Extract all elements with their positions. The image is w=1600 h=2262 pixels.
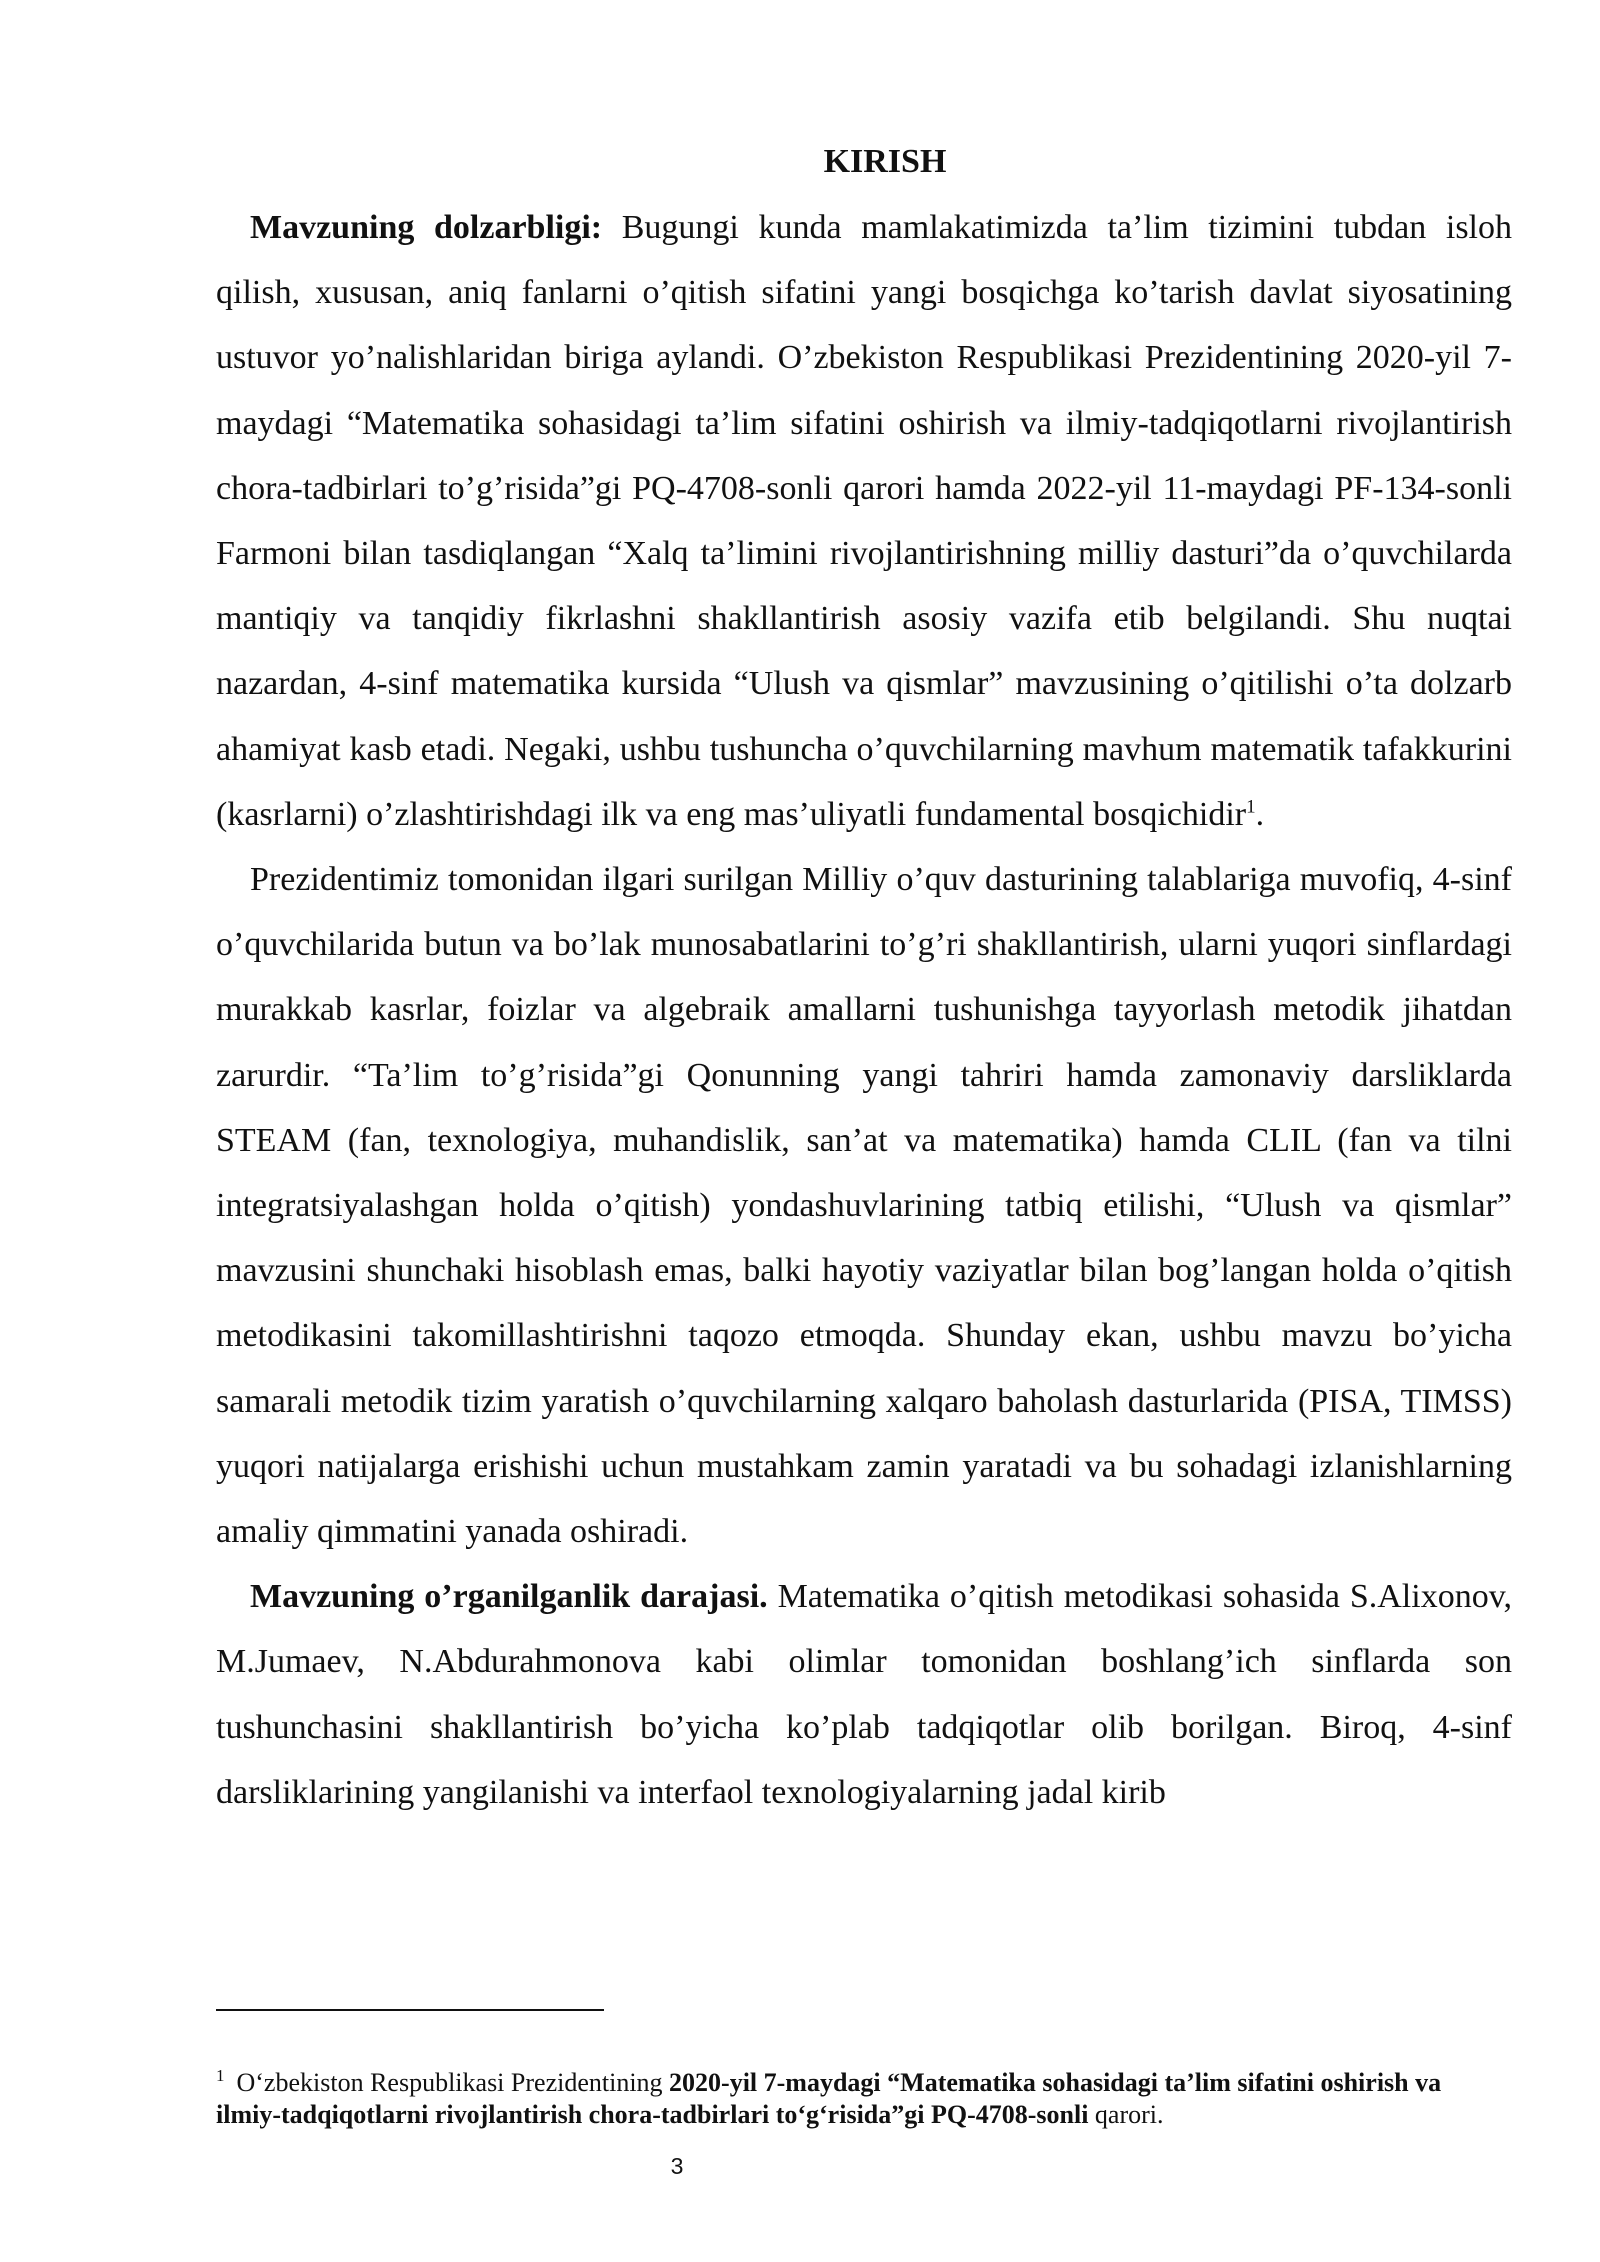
paragraph-tail: . — [1255, 795, 1265, 833]
paragraph-label: Mavzuning o’rganilganlik darajasi. — [250, 1578, 768, 1616]
footnote-prefix: O‘zbekiston Respublikasi Prezidentining — [236, 2068, 670, 2097]
paragraph-label: Mavzuning dolzarbligi: — [250, 209, 603, 246]
paragraph-text: Bugungi kunda mamlakatimizda ta’lim tizimini tubdan isloh qilish, xususan, aniq fanlarni o’qitish sifatini yangi bosqichga ko’tarish davlat siyosatining ustuvor yo’nalishlaridan biriga aylandi. O’zbekiston Respublikasi Prezidentining 2020-yil 7-maydagi “Matematika sohasidagi ta’lim sifatini oshirish va ilmiy-tadqiqotlarni rivojlantirish chora-tadbirlari to’g’risida”gi PQ-4708-sonli qarori hamda 2022-yil 11-maydagi PF-134-sonli Farmoni bilan tasdiqlangan “Xalq ta’limini rivojlantirishning milliy dasturi”da o’quvchilarda mantiqiy va tanqidiy fikrlashni shakllantirish asosiy vazifa etib belgilandi. Shu nuqtai nazardan, 4-sinf matematika kursida “Ulush va qismlar” mavzusining o’qitilishi o’ta dolzarb ahamiyat kasb etadi. Negaki, ushbu tushuncha o’quvchilarning mavhum matematik tafakkurini (kasrlarni) o’zlashtirishdagi ilk va eng mas’uliyatli fundamental bosqichidir — [216, 209, 1513, 833]
footnote — [216, 2067, 1512, 2131]
paragraph-relevance — [216, 195, 1512, 847]
paragraph-text: Prezidentimiz tomonidan ilgari surilgan Milliy o’quv dasturining talablariga muvofiq, 4-sinf o’quvchilarida butun va bo’lak munosabatlarini to’g’ri shakllantirish, ularni yuqori sinflardagi murakkab kasrlar, foizlar va algebraik amallarni tushunishga tayyorlash metodik jihatdan zarurdir. “Ta’lim to’g’risida”gi Qonunning yangi tahriri hamda zamonaviy darsliklarda STEAM (fan, texnologiya, muhandislik, san’at va matematika) hamda CLIL (fan va tilni integratsiyalashgan holda o’qitish) yondashuvlarining tatbiq etilishi, “Ulush va qismlar” mavzusini shunchaki hisoblash emas, balki hayotiy vaziyatlar bilan bog’langan holda o’qitish metodikasini takomillashtirishni taqozo etmoqda. Shunday ekan, ushbu mavzu bo’yicha samarali metodik tizim yaratish o’quvchilarning xalqaro baholash dasturlarida (PISA, TIMSS) yuqori natijalarga erishishi uchun mustahkam zamin yaratadi va bu sohadagi izlanishlarning amaliy qimmatini yanada oshiradi. — [216, 861, 1512, 1551]
page-number: 3 — [670, 2153, 684, 2179]
body-text — [216, 195, 1512, 1825]
footnote-separator — [216, 2009, 604, 2011]
footnote-reference[interactable]: 1 — [1246, 796, 1256, 818]
footnote-number: 1 — [216, 2066, 225, 2086]
section-heading: KIRISH — [823, 143, 947, 180]
paragraph-program — [216, 847, 1512, 1564]
footnote-suffix: qarori. — [1088, 2100, 1164, 2129]
paragraph-study-level — [216, 1564, 1512, 1825]
footnote-bold-text: 2020-yil 7-maydagi “Matematika sohasidagi ta’lim sifatini oshirish va ilmiy-tadqiqotlarni rivojlantirish chora-tadbirlari to‘g‘risida”gi PQ-4708-sonli — [216, 2068, 1442, 2129]
paragraph-text: Matematika o’qitish metodikasi sohasida S.Alixonov, M.Jumaev, N.Abdurahmonova kabi olimlar tomonidan boshlang’ich sinflarda son tushunchasini shakllantirish bo’yicha ko’plab tadqiqotlar olib borilgan. Biroq, 4-sinf darsliklarining yangilanishi va interfaol texnologiyalarning jadal kirib — [216, 1578, 1512, 1811]
